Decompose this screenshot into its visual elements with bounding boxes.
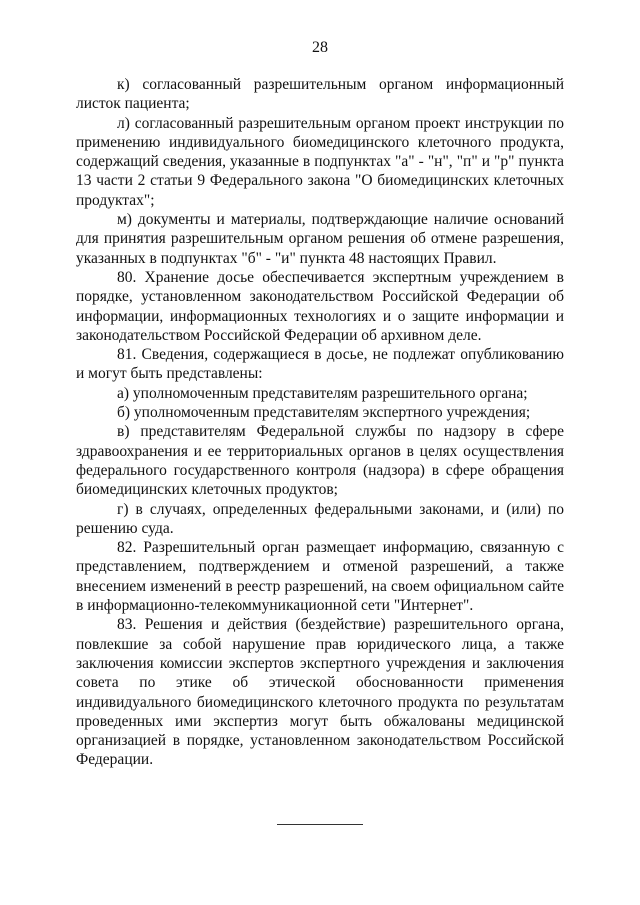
clause-81: 81. Сведения, содержащиеся в досье, не подлежат опубликованию и могут быть представлены: [76,346,564,383]
subitem-k: к) согласованный разрешительным органом информационный листок пациента; [76,76,564,113]
subitem-l: л) согласованный разрешительным органом проект инструкции по применению индивидуального биомедицинского клеточного продукта, содержащий сведения, указанные в подпунктах "а" - "н", "п" и "р" пункта 13 части 2 статьи 9 Федерального закона "О биомедицинских клеточных продуктах"; [76,114,564,209]
clause-80: 80. Хранение досье обеспечивается экспертным учреждением в порядке, установленном законодательством Российской Федерации об информации, информационных технологиях и о защите информации и законодательством Российской Федерации об архивном деле. [76,268,564,344]
clause-83: 83. Решения и действия (бездействие) разрешительного органа, повлекшие за собой нарушение прав юридического лица, а также заключения комиссии экспертов экспертного учреждения и заключения совета по этике об этической обоснованности применения индивидуального биомедицинского клеточного продукта по результатам проведенных ими экспертиз могут быть обжалованы медицинской организацией в порядке, установленном законодательством Российской Федерации. [76,616,564,769]
subitem-v: в) представителям Федеральной службы по надзору в сфере здравоохранения и ее территориальных органов в целях осуществления федерального государственного контроля (надзора) в сфере обращения биомедицинских клеточных продуктов; [76,423,564,499]
subitem-g: г) в случаях, определенных федеральными законами, и (или) по решению суда. [76,500,564,537]
subitem-b: б) уполномоченным представителям экспертного учреждения; [117,404,531,422]
subitem-a: а) уполномоченным представителям разрешительного органа; [117,384,528,402]
subitem-m: м) документы и материалы, подтверждающие наличие оснований для принятия разрешительным органом решения об отмене разрешения, указанных в подпунктах "б" - "и" пункта 48 настоящих Правил. [76,211,564,267]
page-number: 28 [312,39,328,56]
document-body [76,75,564,770]
end-of-document-rule [277,824,363,825]
clause-82: 82. Разрешительный орган размещает информацию, связанную с представлением, подтверждением и отменой разрешений, а также внесением изменений в реестр разрешений, на своем официальном сайте в информационно-телекоммуникационной сети "Интернет". [76,539,564,615]
